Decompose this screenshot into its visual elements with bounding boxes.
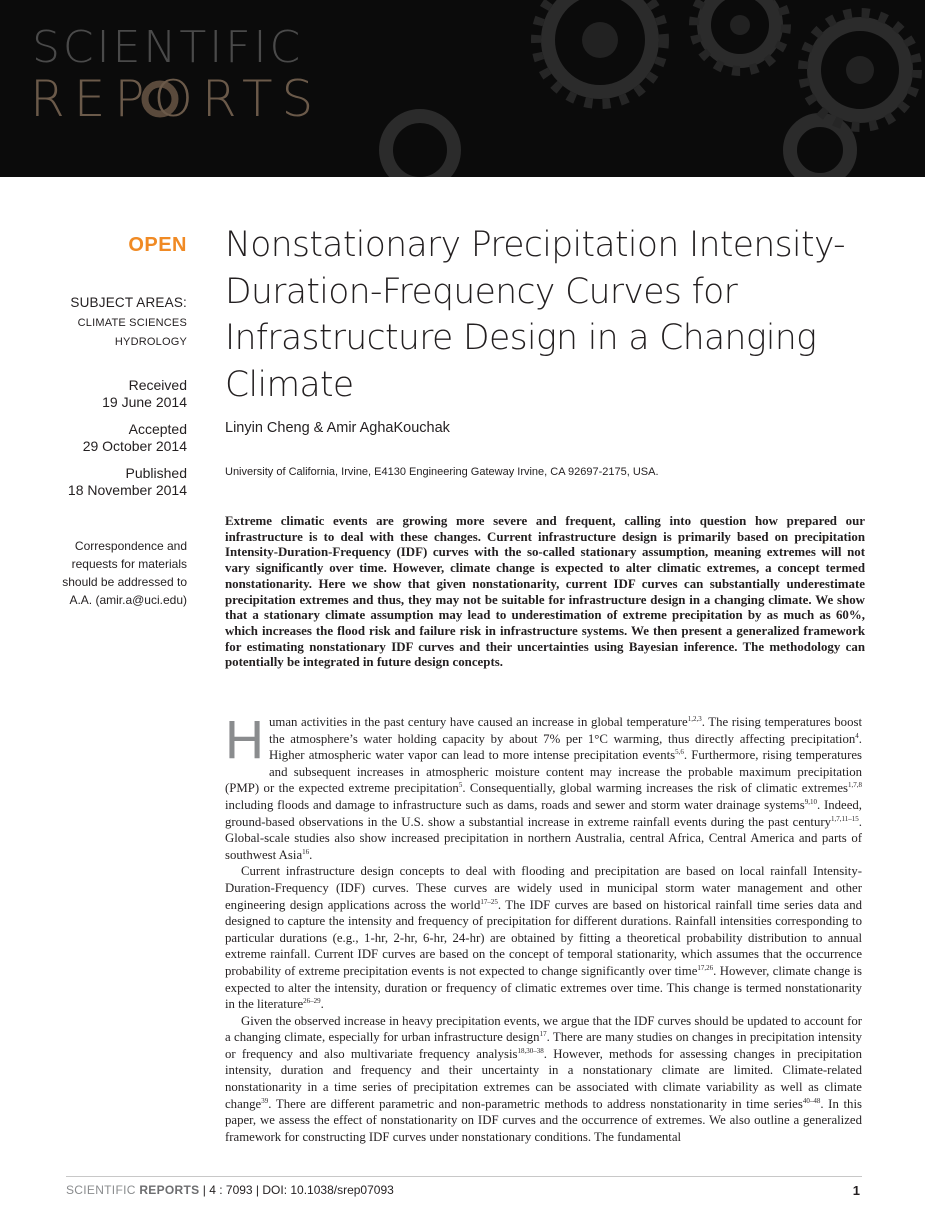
body-text: . [320,997,324,1012]
body-text: including floods and damage to infrastructure such as dams, roads and sewer and storm water drainage systems [225,797,805,812]
received-date: 19 June 2014 [102,394,187,410]
article-sidebar [40,234,187,609]
body-text: . The rising temperatures boost the atmosphere’s water holding capacity by about 7% per 1°C warming, thus directly affecting precipitation [269,715,863,746]
body-text: . There are different parametric and non-parametric methods to address nonstationarity in time series [268,1096,803,1111]
subject-area-item[interactable]: HYDROLOGY [114,336,187,348]
subject-areas-heading: SUBJECT AREAS: [70,295,187,310]
citation-ref[interactable]: 26–29 [303,997,321,1006]
accepted-date: 29 October 2014 [82,438,187,454]
received-block [40,377,187,411]
footer-divider [66,1176,862,1177]
body-text: uman activities in the past century have caused an increase in global temperature [269,715,688,729]
body-text: . In this paper, we assess the effect of nonstationarity on IDF curves and the occurrence of extremes. We also outline a generalized framework for constructing IDF curves under nonstationary conditions. The fundamental [225,1096,862,1144]
citation-ref[interactable]: 17,26 [697,963,714,972]
correspondence-line: should be addressed to [62,575,187,589]
subject-area-item[interactable]: CLIMATE SCIENCES [77,317,187,329]
body-text: . Indeed, ground-based observations in the U.S. show a substantial increase in extreme rainfall events during the past century [225,797,862,829]
citation-ref[interactable]: 5 [458,781,463,790]
citation-ref[interactable]: 17–25 [480,897,498,906]
citation-ref[interactable]: 16 [302,847,310,856]
body-text: . [309,847,313,862]
citation-ref[interactable]: 5,6 [675,748,684,757]
accepted-label: Accepted [128,421,187,437]
published-date: 18 November 2014 [67,482,187,498]
page-number: 1 [852,1183,860,1198]
correspondence-note [40,537,187,609]
correspondence-line[interactable]: A.A. (amir.a@uci.edu) [69,593,187,607]
footer-citation[interactable]: | 4 : 7093 | DOI: 10.1038/srep07093 [202,1183,394,1197]
received-label: Received [128,377,187,393]
body-paragraph [225,710,863,863]
citation-ref[interactable]: 39 [261,1096,269,1105]
page-footer [66,1183,862,1199]
footer-journal-light: SCIENTIFIC [66,1183,136,1197]
citation-ref[interactable]: 1,7,11–15 [831,814,859,823]
published-block [40,465,187,499]
citation-ref[interactable]: 1,2,3 [687,715,702,723]
body-text: Given the observed increase in heavy precipitation events, we argue that the IDF curves should be updated to account for a changing climate, especially for urban infrastructure design [225,1013,862,1045]
journal-name-line1: SCIENTIFIC [32,22,304,73]
body-paragraph [225,1013,862,1146]
body-text: . There are many studies on changes in precipitation intensity or frequency and also multivariate frequency analysis [225,1030,862,1061]
correspondence-line: requests for materials [71,557,187,571]
footer-journal-name [66,1183,199,1197]
body-text: . Global-scale studies also show increased precipitation in northern Australia, central Africa, Central America and parts of southwest Asia [225,814,862,862]
open-access-label: OPEN [128,234,187,256]
body-paragraph [225,863,862,1012]
citation-ref[interactable]: 40–48 [802,1096,821,1105]
accepted-block [40,421,187,455]
journal-name-line2: REPORTS [30,70,323,128]
body-text: . Furthermore, rising temperatures and subsequent increases in atmospheric moisture content may increase the probable maximum precipitation (PMP) or the expected extreme precipitation [225,748,862,796]
journal-banner [0,0,925,177]
article-title: Nonstationary Precipitation Intensity-Duration-Frequency Curves for Infrastructure Design in a Changing Climate [225,225,846,405]
citation-ref[interactable]: 18,30–38 [517,1046,544,1055]
article-authors: Linyin Cheng & Amir AghaKouchak [225,420,450,436]
body-text: . Consequentially, global warming increases the risk of climatic extremes [462,781,848,796]
article-affiliation: University of California, Irvine, E4130 Engineering Gateway Irvine, CA 92697-2175, USA. [225,466,659,478]
body-text: . However, methods for assessing changes in precipitation intensity, duration and frequency and their uncertainty in a nonstationary climate are limited. Climate-related nonstationarity in a time series of precipitation extremes can be associated with climate variability as well as climate change [225,1046,862,1111]
citation-ref[interactable]: 1,7,8 [848,781,862,790]
citation-ref[interactable]: 17 [539,1030,547,1039]
body-text: . The IDF curves are based on historical rainfall time series data and designed to capture the intensity and frequency of precipitation for different durations. Rainfall intensities corresponding to particular durations (e.g., 1-hr, 2-hr, 6-hr, 24-hr) are obtained by fitting a theoretical probability distribution to annual extreme rainfall. Current IDF curves are based on the concept of temporal stationarity, which assumes that the occurrence probability of extreme precipitation events is not expected to change significantly over time [225,897,862,978]
body-text: Current infrastructure design concepts to deal with flooding and precipitation are based on local rainfall Intensity-Duration-Frequency (IDF) curves. These curves are widely used in municipal storm water management and other engineering design applications across the world [225,864,862,912]
published-label: Published [125,465,187,481]
citation-ref[interactable]: 4 [855,731,859,740]
body-text: . However, climate change is expected to alter the intensity, duration or frequency of climatic extremes over time. This change is termed nonstationarity in the literature [225,963,863,1012]
article-abstract: Extreme climatic events are growing more severe and frequent, calling into question how prepared our infrastructure is to deal with these changes. Current infrastructure design is primarily based on precipitation Intensity-Duration-Frequency (IDF) curves with the so-called stationary assumption, meaning extremes will not vary significantly over time. However, climate change is expected to alter climatic extremes, a concept termed nonstationarity. Here we show that given nonstationarity, current IDF curves can substantially underestimate precipitation extremes and thus, they may not be suitable for infrastructure design in a changing climate. We show that a stationary climate assumption may lead to underestimation of extreme precipitation by as much as 60%, which increases the flood risk and failure risk in infrastructure systems. We then present a generalized framework for estimating nonstationary IDF curves and their uncertainties using Bayesian inference. The methodology can potentially be integrated in future design concepts. [225,514,865,670]
drop-cap: H [225,710,264,770]
footer-journal-bold: REPORTS [139,1183,200,1197]
body-text: . Higher atmospheric water vapor can lead to more intense precipitation events [269,731,862,763]
article-body [225,710,863,1145]
citation-ref[interactable]: 9,10 [804,797,817,806]
correspondence-line: Correspondence and [74,539,187,553]
article-header [225,222,865,671]
